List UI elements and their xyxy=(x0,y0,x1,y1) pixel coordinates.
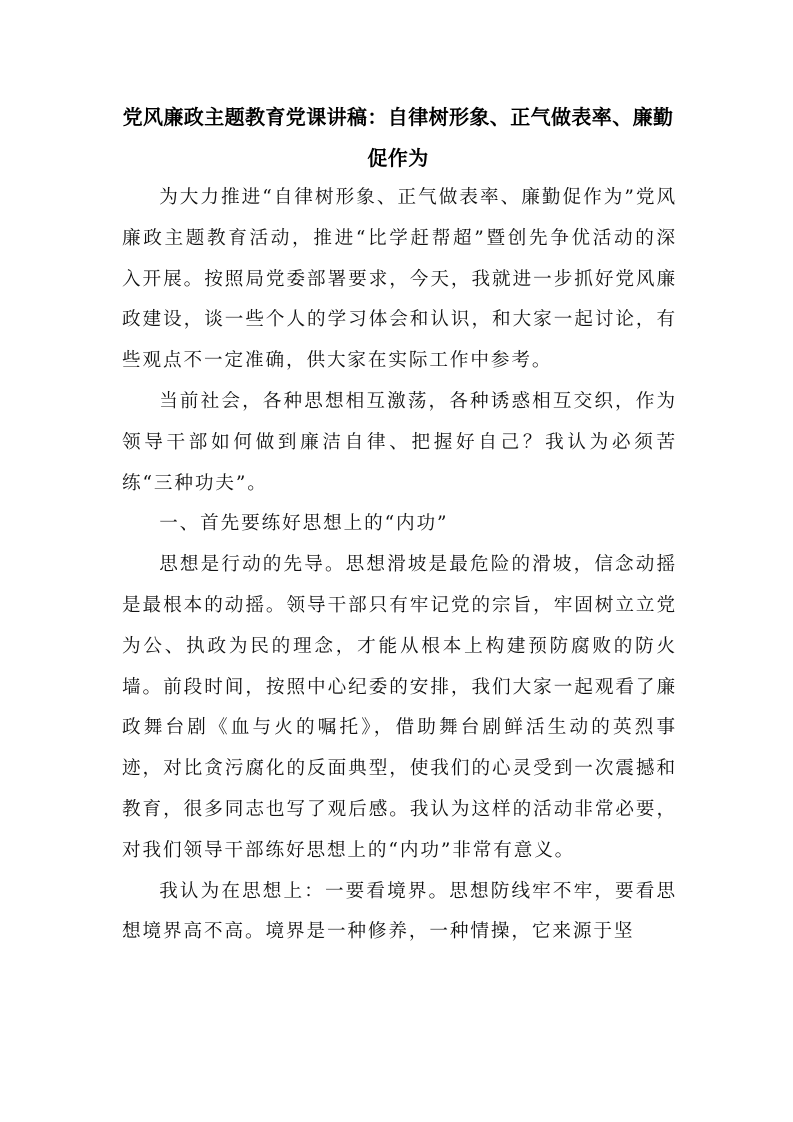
section-heading-1: 一、首先要练好思想上的“内功” xyxy=(159,513,449,535)
paragraph-thought: 思想是行动的先导。思想滑坡是最危险的滑坡，信念动摇是最根本的动摇。领导干部只有牢记党的宗旨，牢固树立立党为公、执政为民的理念，才能从根本上构建预防腐败的防火墙。前段时间，按照中心纪委的安排，我们大家一起观看了廉政舞台剧《血与火的嘱托》，借助舞台剧鲜活生动的英烈事迹，对比贪污腐化的反面典型，使我们的心灵受到一次震撼和教育，很多同志也写了观后感。我认为这样的活动非常必要，对我们领导干部练好思想上的“内功”非常有意义。 xyxy=(122,554,677,861)
document-title: 党风廉政主题教育党课讲稿：自律树形象、正气做表率、廉勤促作为 xyxy=(122,105,674,170)
paragraph-realm: 我认为在思想上：一要看境界。思想防线牢不牢，要看思想境界高不高。境界是一种修养，一种情操，它来源于坚 xyxy=(122,880,677,943)
document-body xyxy=(122,178,677,953)
paragraph-intro: 为大力推进“自律树形象、正气做表率、廉勤促作为”党风廉政主题教育活动，推进“比学赶帮超”暨创先争优活动的深入开展。按照局党委部署要求，今天，我就进一步抓好党风廉政建设，谈一些个人的学习体会和认识，和大家一起讨论，有些观点不一定准确，供大家在实际工作中参考。 xyxy=(122,187,677,372)
paragraph-context: 当前社会，各种思想相互激荡，各种诱惑相互交织，作为领导干部如何做到廉洁自律、把握好自己？我认为必须苦练“三种功夫”。 xyxy=(122,390,677,494)
